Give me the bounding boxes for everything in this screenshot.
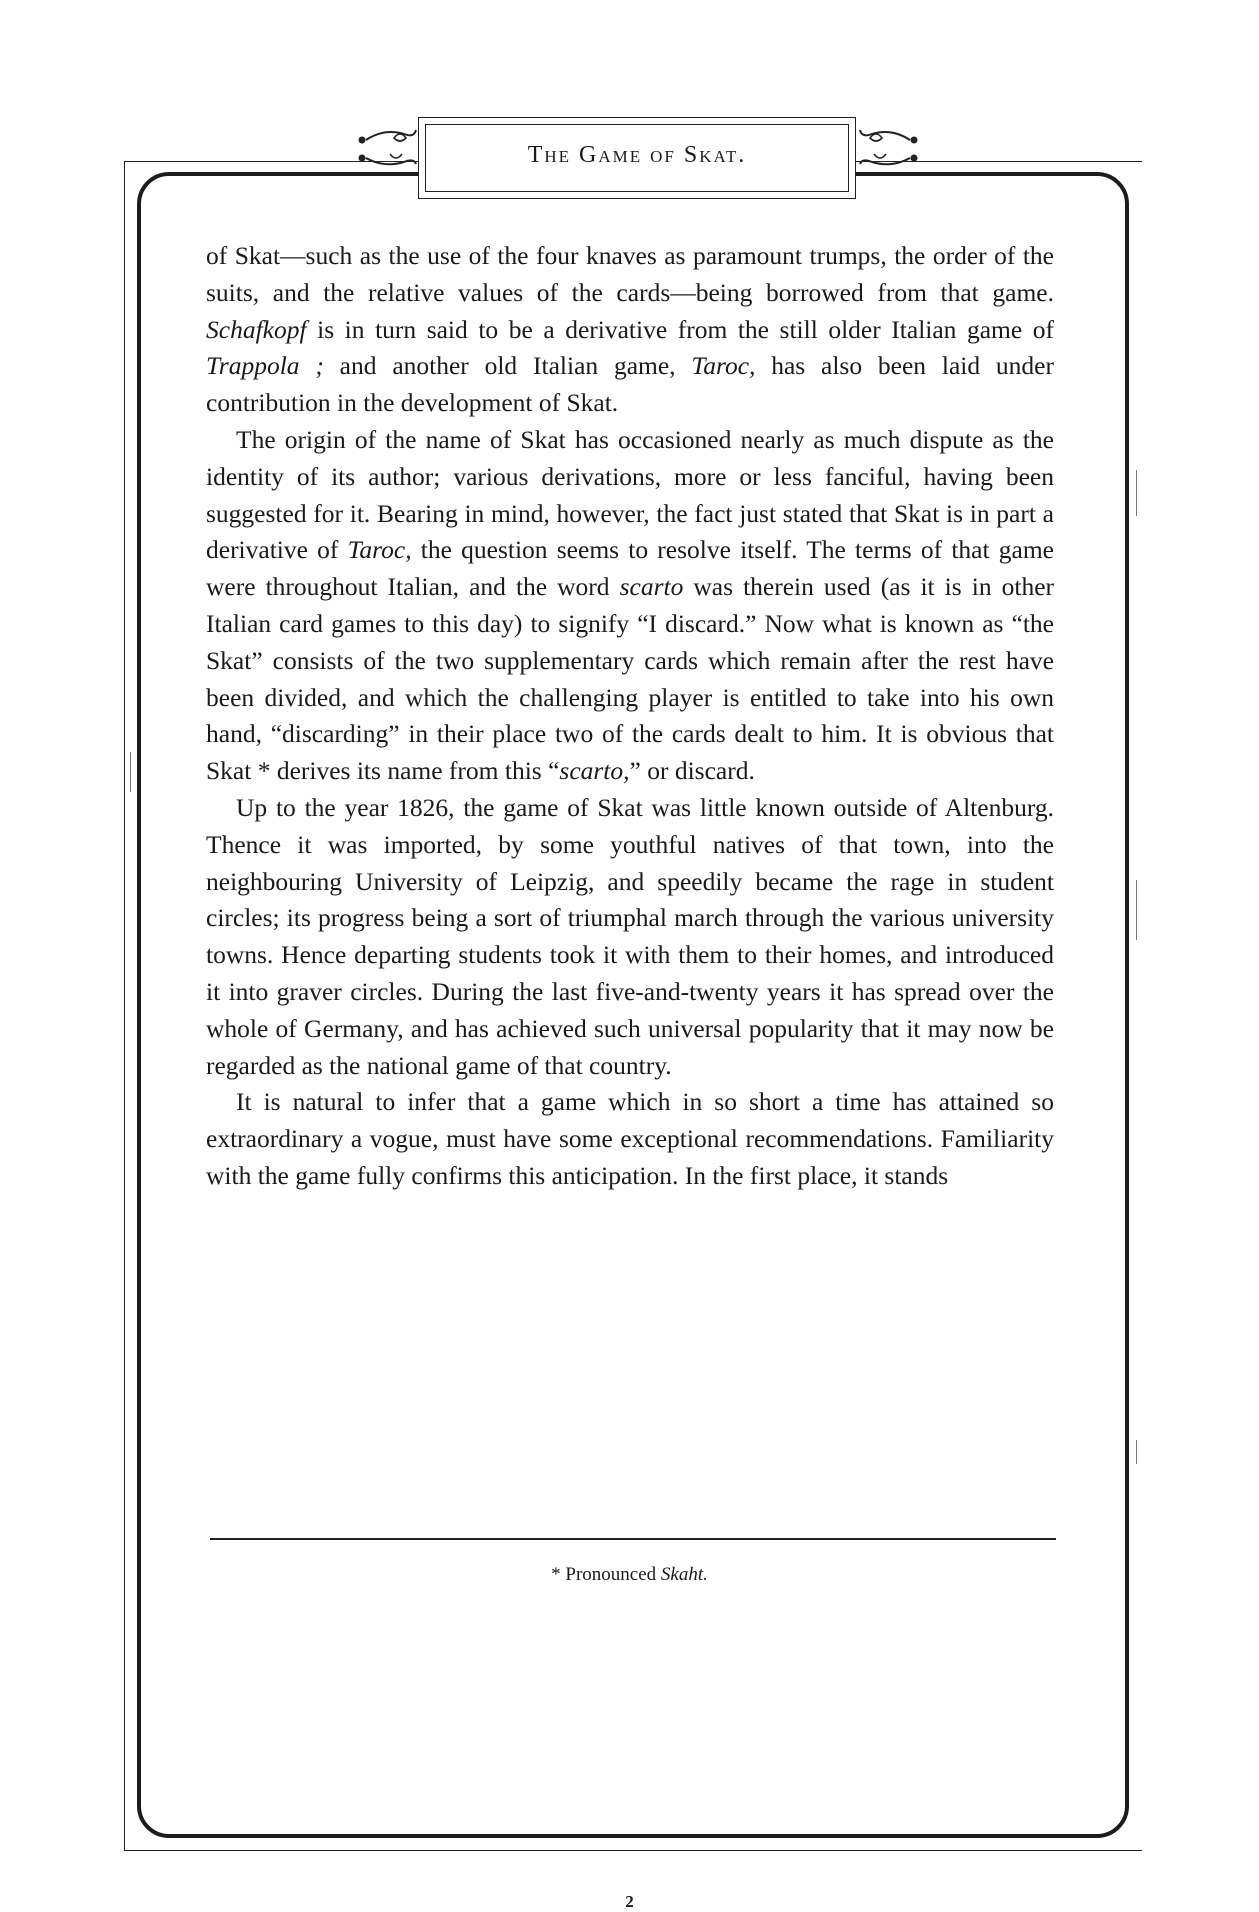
text-run: is in turn said to be a derivative from the still older Italian game of — [306, 314, 1054, 344]
footnote-text: Pronounced — [565, 1564, 657, 1585]
footnote-marker: * — [551, 1564, 561, 1585]
text-run: has also been laid under contribution in the development of Skat. — [206, 351, 1054, 418]
italic-term: Taroc, — [347, 535, 412, 565]
outer-frame-bottom — [124, 1850, 1142, 1851]
italic-term: Schafkopf — [206, 314, 307, 344]
footnote — [0, 1564, 1259, 1586]
body-text — [206, 238, 1054, 1195]
italic-term: scarto — [619, 572, 684, 602]
margin-mark — [130, 752, 131, 792]
margin-mark — [1136, 880, 1137, 940]
text-run: of Skat—such as the use of the four knaves as paramount trumps, the order of the suits, and the relative values of the cards—being borrowed from that game. — [206, 241, 1054, 307]
text-run: the question seems to resolve itself. The terms of that game were throughout Italian, and the word — [206, 535, 1054, 602]
running-header-title: The Game of Skat. — [527, 142, 747, 168]
text-run: The origin of the name of Skat has occasioned nearly as much dispute as the identity of its author; various derivations, more or less fanciful, having been suggested for it. Bearing in mind, however, the fact just stated that Skat is in part a derivative of — [206, 424, 1054, 565]
footnote-rule — [210, 1538, 1056, 1540]
margin-mark — [1136, 470, 1137, 516]
text-run: was therein used (as it is in other Italian card games to this day) to signify “I discard.” Now what is known as “the Skat” consists of the two supplementary cards which remain after the rest have been divided, and which the challenging player is entitled to take into his own hand, “discarding” in their place two of the cards dealt to him. It is obvious that Skat * derives its name from this “ — [206, 572, 1055, 786]
italic-term: Trappola ; — [206, 351, 324, 381]
margin-mark — [1136, 1440, 1137, 1464]
page-number: 2 — [625, 1892, 634, 1911]
scroll-ornament-right-icon — [858, 124, 922, 168]
running-header-plate — [418, 117, 856, 199]
outer-frame-left — [124, 161, 125, 1850]
paragraph — [206, 1084, 1054, 1194]
text-run: It is natural to infer that a game which in so short a time has attained so extraordinary a vogue, must have some exceptional recommendations. Familiarity with the game fully confirms this anticipation. In the first place, it stands — [206, 1087, 1054, 1190]
footnote-term: Skaht. — [660, 1564, 708, 1585]
italic-term: Taroc, — [691, 351, 756, 381]
text-run: and another old Italian game, — [323, 351, 692, 381]
italic-term: scarto, — [559, 756, 630, 786]
paragraph — [206, 422, 1054, 790]
paragraph — [206, 790, 1054, 1084]
paragraph — [206, 238, 1054, 422]
text-run: Up to the year 1826, the game of Skat was little known outside of Altenburg. Thence it was imported, by some youthful natives of that town, into the neighbouring University of Leipzig, and speedily became the rage in student circles; its progress being a sort of triumphal march through the various university towns. Hence departing students took it with them to their homes, and introduced it into graver circles. During the last five-and-twenty years it has spread over the whole of Germany, and has achieved such universal popularity that it may now be regarded as the national game of that country. — [206, 792, 1054, 1080]
scroll-ornament-left-icon — [354, 124, 418, 168]
text-run: ” or discard. — [629, 756, 755, 786]
